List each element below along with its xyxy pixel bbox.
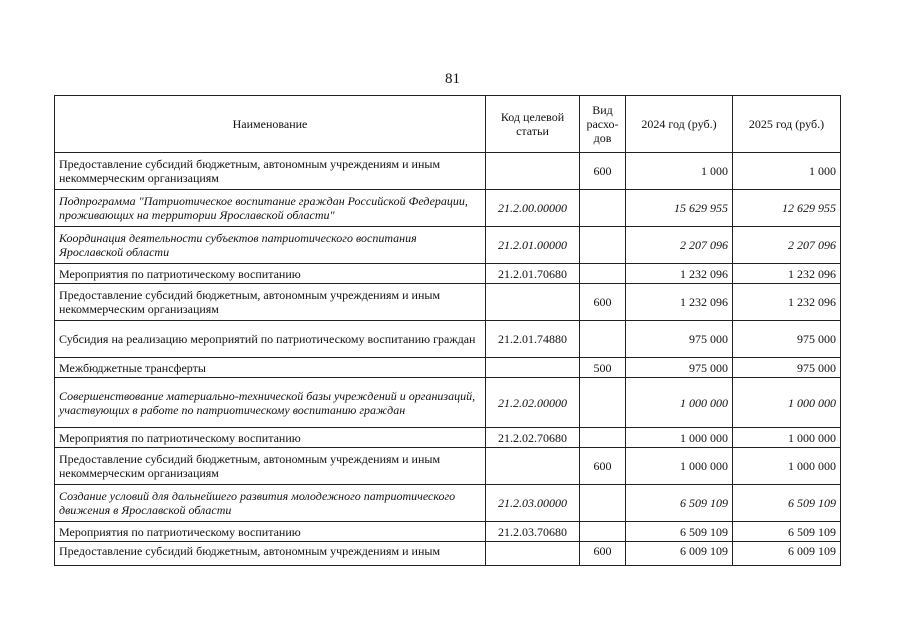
header-2025: 2025 год (руб.) — [733, 96, 841, 153]
row-type: 500 — [580, 358, 626, 378]
table-row — [55, 264, 841, 284]
row-name: Подпрограмма "Патриотическое воспитание граждан Российской Федерации, проживающих на территории Ярославской области" — [55, 190, 486, 227]
table-row — [55, 448, 841, 485]
header-2024: 2024 год (руб.) — [626, 96, 733, 153]
row-2025: 6 509 109 — [733, 485, 841, 522]
row-name: Совершенствование материально-технической базы учреждений и организаций, участвующих в работе по патриотическому воспитанию граждан — [55, 378, 486, 428]
table-row — [55, 227, 841, 264]
row-2025: 975 000 — [733, 358, 841, 378]
header-name: Наименование — [55, 96, 486, 153]
row-name: Мероприятия по патриотическому воспитанию — [55, 522, 486, 542]
row-2024: 1 000 000 — [626, 378, 733, 428]
table-row — [55, 542, 841, 566]
row-name: Мероприятия по патриотическому воспитанию — [55, 264, 486, 284]
row-2024: 6 009 109 — [626, 542, 733, 566]
row-2025: 1 232 096 — [733, 264, 841, 284]
row-code — [486, 542, 580, 566]
row-2024: 6 509 109 — [626, 485, 733, 522]
table-row — [55, 321, 841, 358]
row-2024: 15 629 955 — [626, 190, 733, 227]
row-code — [486, 358, 580, 378]
row-type — [580, 378, 626, 428]
header-type: Вид расхо-дов — [580, 96, 626, 153]
row-name: Мероприятия по патриотическому воспитанию — [55, 428, 486, 448]
table-row — [55, 284, 841, 321]
row-2025: 1 000 000 — [733, 448, 841, 485]
row-2025: 975 000 — [733, 321, 841, 358]
row-code: 21.2.01.74880 — [486, 321, 580, 358]
row-code: 21.2.01.70680 — [486, 264, 580, 284]
row-name: Предоставление субсидий бюджетным, автономным учреждениям и иным некоммерческим организациям — [55, 284, 486, 321]
row-name: Межбюджетные трансферты — [55, 358, 486, 378]
row-2025: 1 000 000 — [733, 428, 841, 448]
row-2024: 1 000 — [626, 153, 733, 190]
row-2024: 6 509 109 — [626, 522, 733, 542]
row-type — [580, 264, 626, 284]
row-code: 21.2.00.00000 — [486, 190, 580, 227]
row-2024: 1 232 096 — [626, 264, 733, 284]
row-name: Предоставление субсидий бюджетным, автономным учреждениям и иным — [55, 542, 486, 566]
row-type: 600 — [580, 448, 626, 485]
row-name: Предоставление субсидий бюджетным, автономным учреждениям и иным некоммерческим организациям — [55, 153, 486, 190]
row-2025: 1 000 — [733, 153, 841, 190]
row-2025: 1 232 096 — [733, 284, 841, 321]
row-type — [580, 428, 626, 448]
table-row — [55, 522, 841, 542]
row-type: 600 — [580, 153, 626, 190]
row-2025: 6 509 109 — [733, 522, 841, 542]
table-row — [55, 153, 841, 190]
table-row — [55, 428, 841, 448]
row-2024: 975 000 — [626, 358, 733, 378]
row-type: 600 — [580, 542, 626, 566]
row-type — [580, 522, 626, 542]
row-code — [486, 153, 580, 190]
row-2024: 975 000 — [626, 321, 733, 358]
row-2025: 6 009 109 — [733, 542, 841, 566]
table-row — [55, 485, 841, 522]
table-row — [55, 190, 841, 227]
row-type — [580, 190, 626, 227]
row-code: 21.2.03.00000 — [486, 485, 580, 522]
row-code — [486, 448, 580, 485]
row-code: 21.2.03.70680 — [486, 522, 580, 542]
table-row — [55, 358, 841, 378]
row-type — [580, 321, 626, 358]
row-name: Предоставление субсидий бюджетным, автономным учреждениям и иным некоммерческим организациям — [55, 448, 486, 485]
row-2025: 1 000 000 — [733, 378, 841, 428]
row-2025: 12 629 955 — [733, 190, 841, 227]
row-2024: 2 207 096 — [626, 227, 733, 264]
page-number: 81 — [445, 71, 460, 87]
row-type — [580, 485, 626, 522]
row-2024: 1 232 096 — [626, 284, 733, 321]
row-type: 600 — [580, 284, 626, 321]
table-header-row — [55, 96, 841, 153]
row-name: Создание условий для дальнейшего развития молодежного патриотического движения в Ярославской области — [55, 485, 486, 522]
row-type — [580, 227, 626, 264]
row-code — [486, 284, 580, 321]
row-code: 21.2.01.00000 — [486, 227, 580, 264]
row-name: Координация деятельности субъектов патриотического воспитания Ярославской области — [55, 227, 486, 264]
row-name: Субсидия на реализацию мероприятий по патриотическому воспитанию граждан — [55, 321, 486, 358]
header-code: Код целевой статьи — [486, 96, 580, 153]
row-2024: 1 000 000 — [626, 448, 733, 485]
row-code: 21.2.02.00000 — [486, 378, 580, 428]
table-row — [55, 378, 841, 428]
budget-table — [54, 95, 841, 566]
row-2025: 2 207 096 — [733, 227, 841, 264]
row-2024: 1 000 000 — [626, 428, 733, 448]
row-code: 21.2.02.70680 — [486, 428, 580, 448]
